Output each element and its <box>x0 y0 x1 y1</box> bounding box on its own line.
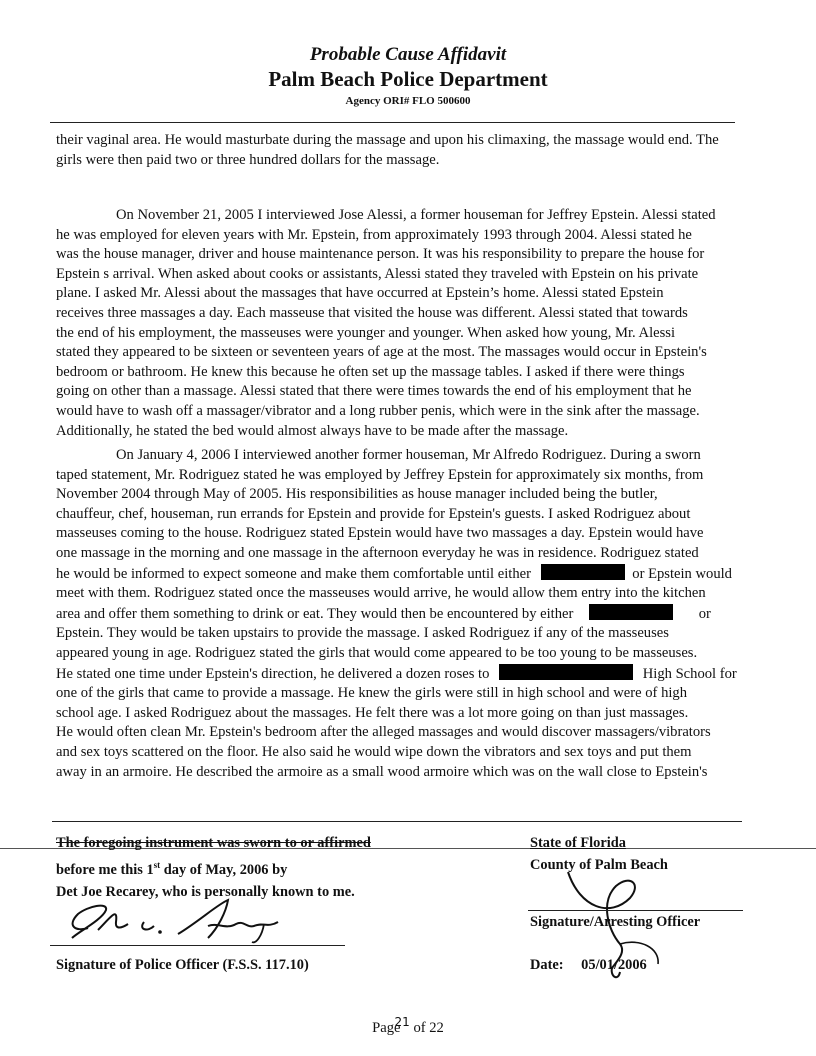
text-line: taped statement, Mr. Rodriguez stated he was employed by Jeffrey Epstein for approximately six months, from <box>56 466 704 483</box>
paragraph-3 <box>56 446 784 782</box>
redaction-box <box>589 604 673 620</box>
text-line: was the house manager, driver and house maintenance person. It was his responsibility to prepare the house for <box>56 246 705 263</box>
text-line: going on other than a massage. Alessi stated that there were times towards the end of his employment that he <box>56 383 692 400</box>
handwritten-page-number: 21 <box>394 1015 410 1029</box>
page-suffix: of 22 <box>409 1020 444 1036</box>
text-line: and sex toys scattered on the floor. He also said he would wipe down the vibrators and sex toys and put them <box>56 743 692 760</box>
date-label: Date: <box>530 957 564 973</box>
text-line: meet with them. Rodriguez stated once the masseuses would arrive, he would allow them entry into the kitchen <box>56 585 706 602</box>
date-value: 05/01/2006 <box>581 957 647 973</box>
officer-signature-line <box>50 945 345 946</box>
text-segment: before me this 1 <box>56 861 154 878</box>
text-line: stated they appeared to be sixteen or seventeen years of age at the most. The massages would occur in Epstein's <box>56 344 707 361</box>
text-line <box>56 664 784 685</box>
text-line: their vaginal area. He would masturbate during the massage and upon his climaxing, the massage would end. The <box>56 132 719 148</box>
text-line: would have to wash off a massager/vibrator and a long rubber penis, which were in the sink after the massage. <box>56 402 700 419</box>
text-line: November 2004 through May of 2005. His responsibilities as house manager included being the butler, <box>56 486 658 503</box>
text-line: the end of his employment, the masseuses were younger and younger. When asked how young, Mr. Alessi <box>56 324 676 341</box>
arresting-signature-line <box>528 910 743 911</box>
page-number <box>0 1015 816 1037</box>
text-line: He would often clean Mr. Epstein's bedroom after the alleged massages and would discover massagers/vibrators <box>56 724 711 741</box>
arresting-signature-label: Signature/Arresting Officer <box>530 914 701 930</box>
text-segment: or <box>698 605 711 622</box>
county-label: County of Palm Beach <box>530 857 668 873</box>
text-line: plane. I asked Mr. Alessi about the massages that have occurred at Epstein’s home. Alessi stated Epstein <box>56 285 664 302</box>
agency-ori: Agency ORI# FLO 500600 <box>345 95 471 107</box>
text-segment: he would be informed to expect someone and make them comfortable until either <box>56 565 531 582</box>
text-segment: He stated one time under Epstein's direction, he delivered a dozen roses to <box>56 665 490 682</box>
text-line: one of the girls that came to provide a massage. He knew the girls were still in high school and were of high <box>56 685 688 702</box>
state-label: State of Florida <box>530 835 626 851</box>
text-line: masseuses coming to the house. Rodriguez stated Epstein would have two massages a day. Epstein would have <box>56 525 704 542</box>
notary-line: Det Joe Recarey, who is personally known to me. <box>56 883 355 900</box>
text-segment: area and offer them something to drink or eat. They would then be encountered by either <box>56 605 574 622</box>
text-line <box>56 564 784 585</box>
officer-signature <box>58 892 298 948</box>
text-line: school age. I asked Rodriguez about the massages. He felt there was a lot more going on than just massages. <box>56 704 689 721</box>
notary-line <box>56 854 371 881</box>
text-line: one massage in the morning and one massage in the afternoon everyday he was in residence. Rodriguez stated <box>56 544 699 561</box>
footer-rule <box>52 821 742 822</box>
text-segment: High School for <box>642 665 737 682</box>
text-segment: day of May, 2006 by <box>160 861 288 878</box>
paragraph-2 <box>56 206 784 441</box>
officer-signature-label: Signature of Police Officer (F.S.S. 117.10) <box>56 957 309 973</box>
paragraph-1 <box>56 131 784 170</box>
text-segment: or Epstein would <box>632 565 732 582</box>
text-line: appeared young in age. Rodriguez stated the girls that would come appeared to be too young to be masseuses. <box>56 644 698 661</box>
ordinal-suffix: st <box>153 860 161 870</box>
text-line: On November 21, 2005 I interviewed Jose Alessi, a former houseman for Jeffrey Epstein. Alessi stated <box>116 207 716 223</box>
redaction-box <box>541 564 625 580</box>
text-line: On January 4, 2006 I interviewed another former houseman, Mr Alfredo Rodriguez. During a sworn <box>116 447 701 463</box>
redaction-box <box>499 664 633 680</box>
text-line: receives three massages a day. Each masseuse that visited the house was different. Alessi stated that towards <box>56 304 688 321</box>
text-line: Epstein s arrival. When asked about cooks or assistants, Alessi stated they traveled with Epstein on his private <box>56 265 699 282</box>
header-rule <box>50 122 735 123</box>
text-line: chauffeur, chef, houseman, run errands for Epstein and provide for Epstein's guests. I asked Rodriguez about <box>56 505 691 522</box>
department-name: Palm Beach Police Department <box>268 67 548 91</box>
text-line: he was employed for eleven years with Mr. Epstein, from approximately 1993 through 2004. Alessi stated he <box>56 226 692 243</box>
page-prefix: Page <box>372 1020 401 1036</box>
affidavit-title: Probable Cause Affidavit <box>309 44 507 65</box>
text-line: Additionally, he stated the bed would almost always have to be made after the massage. <box>56 422 569 439</box>
text-line: girls were then paid two or three hundred dollars for the massage. <box>56 151 440 168</box>
notary-line: The foregoing instrument was sworn to or affirmed <box>56 835 371 851</box>
date-row <box>530 957 647 974</box>
text-line: bedroom or bathroom. He knew this because he often set up the massage tables. I asked if there were things <box>56 363 685 380</box>
text-line: Epstein. They would be taken upstairs to provide the massage. I asked Rodriguez if any of the masseuses <box>56 625 669 642</box>
text-line: away in an armoire. He described the armoire as a small wood armoire which was on the wall close to Epstein's <box>56 763 708 780</box>
text-line <box>56 604 784 625</box>
